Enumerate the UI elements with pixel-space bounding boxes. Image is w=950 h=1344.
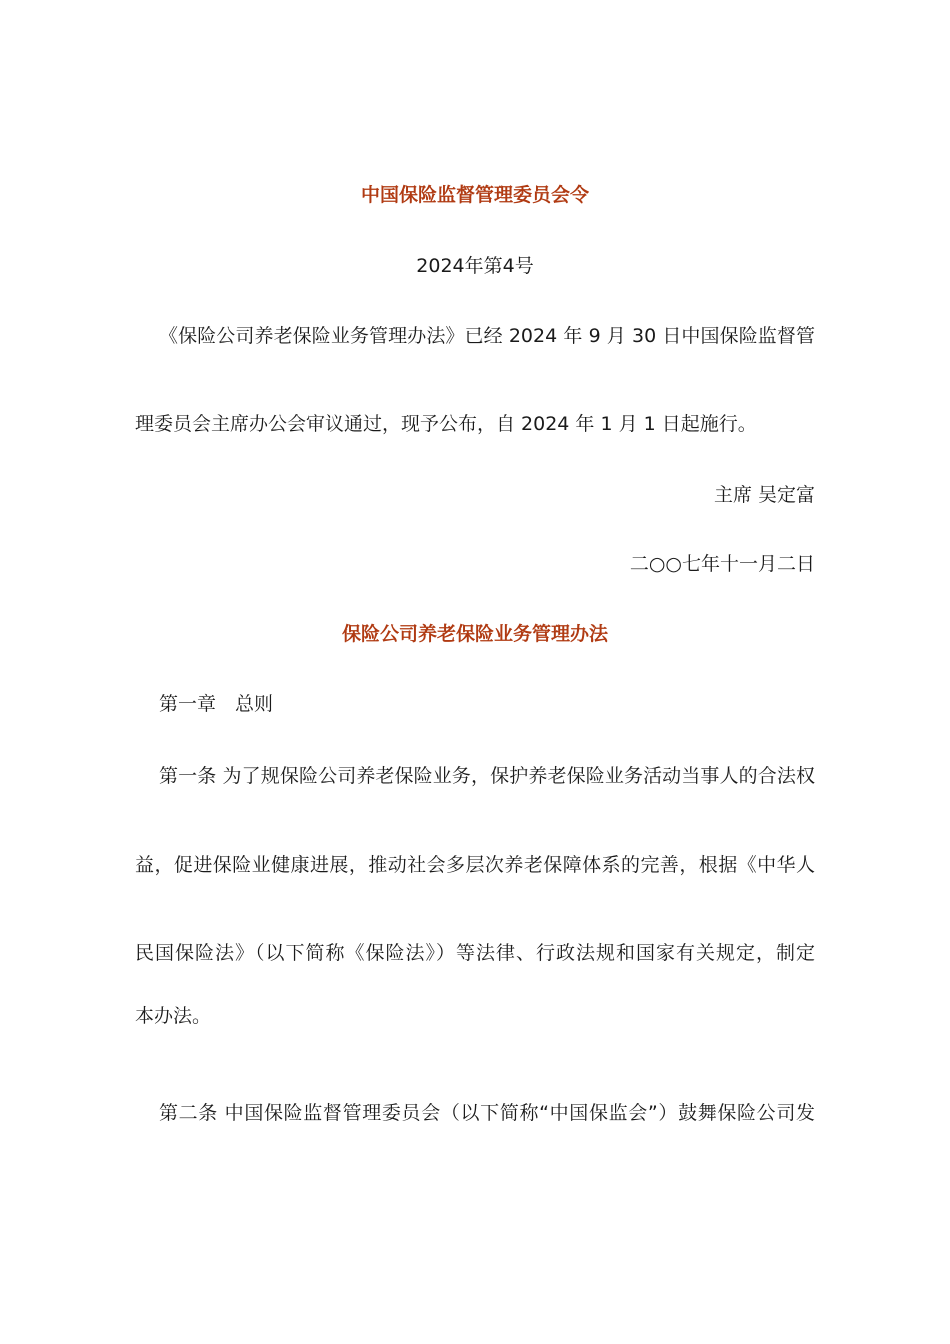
chairman-signature: 主席 吴定富 <box>713 484 815 506</box>
order-number: 2024年第4号 <box>416 255 534 277</box>
chapter-heading: 第一章 总则 <box>159 693 274 715</box>
article-1-line-3: 民国保险法》（以下简称《保险法》）等法律、行政法规和国家有关规定，制定 <box>135 942 815 964</box>
article-1-line-1: 第一条 为了规保险公司养老保险业务，保护养老保险业务活动当事人的合法权 <box>159 765 815 787</box>
order-title: 中国保险监督管理委员会令 <box>360 184 589 206</box>
signature-date: 二○○七年十一月二日 <box>629 553 815 575</box>
article-1-line-4: 本办法。 <box>135 1005 212 1027</box>
regulation-title: 保险公司养老保险业务管理办法 <box>341 623 608 645</box>
article-2-line-1: 第二条 中国保险监督管理委员会（以下简称“中国保监会”）鼓舞保险公司发 <box>159 1102 815 1124</box>
announcement-line-2: 理委员会主席办公会审议通过，现予公布，自 2024 年 1 月 1 日起施行。 <box>135 413 757 435</box>
announcement-line-1: 《保险公司养老保险业务管理办法》已经 2024 年 9 月 30 日中国保险监督管 <box>159 325 815 347</box>
article-1-line-2: 益，促进保险业健康进展，推动社会多层次养老保障体系的完善，根据《中华人 <box>135 854 815 876</box>
